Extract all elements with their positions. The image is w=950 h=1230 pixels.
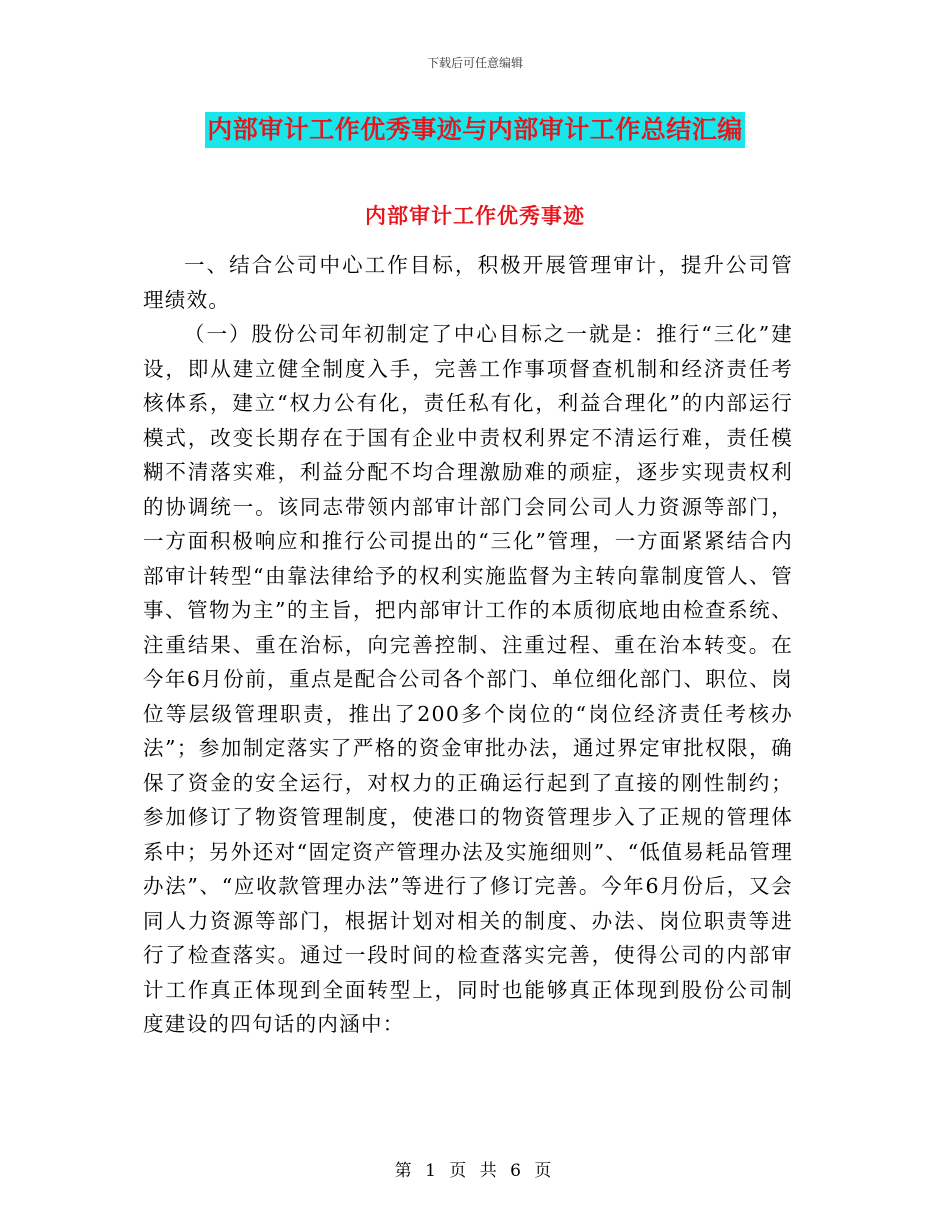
section-title: 内部审计工作优秀事迹 (365, 204, 585, 228)
page-footer: 第 1 页 共 6 页 (394, 1161, 556, 1181)
paragraph: 一、结合公司中心工作目标，积极开展管理审计，提升公司管理绩效。 (143, 253, 793, 312)
main-title-container (0, 112, 950, 148)
paragraph: （一）股份公司年初制定了中心目标之一就是：推行“三化”建设，即从建立健全制度入手，完善工作事项督查机制和经济责任考核体系，建立“权力公有化，责任私有化，利益合理化”的内部运行模式，改变长期存在于国有企业中责权利界定不清运行难，责任模糊不清落实难，利益分配不均合理激励难的顽症，逐步实现责权利的协调统一。该同志带领内部审计部门会同公司人力资源等部门，一方面积极响应和推行公司提出的“三化”管理，一方面紧紧结合内部审计转型“由靠法律给予的权利实施监督为主转向靠制度管人、管事、管物为主”的主旨，把内部审计工作的本质彻底地由检查系统、注重结果、重在治标，向完善控制、注重过程、重在治本转变。在今年6月份前，重点是配合公司各个部门、单位细化部门、职位、岗位等层级管理职责，推出了200多个岗位的“岗位经济责任考核办法”；参加制定落实了严格的资金审批办法，通过界定审批权限，确保了资金的安全运行，对权力的正确运行起到了直接的刚性制约；参加修订了物资管理制度，使港口的物资管理步入了正规的管理体系中；另外还对“固定资产管理办法及实施细则”、“低值易耗品管理办法”、“应收款管理办法”等进行了修订完善。今年6月份后，又会同人力资源等部门，根据计划对相关的制度、办法、岗位职责等进行了检查落实。通过一段时间的检查落实完善，使得公司的内部审计工作真正体现到全面转型上，同时也能够真正体现到股份公司制度建设的四句话的内涵中： (143, 322, 793, 1036)
header-note: 下载后可任意编辑 (426, 56, 523, 70)
body-text (143, 248, 793, 1042)
main-title: 内部审计工作优秀事迹与内部审计工作总结汇编 (205, 112, 745, 148)
